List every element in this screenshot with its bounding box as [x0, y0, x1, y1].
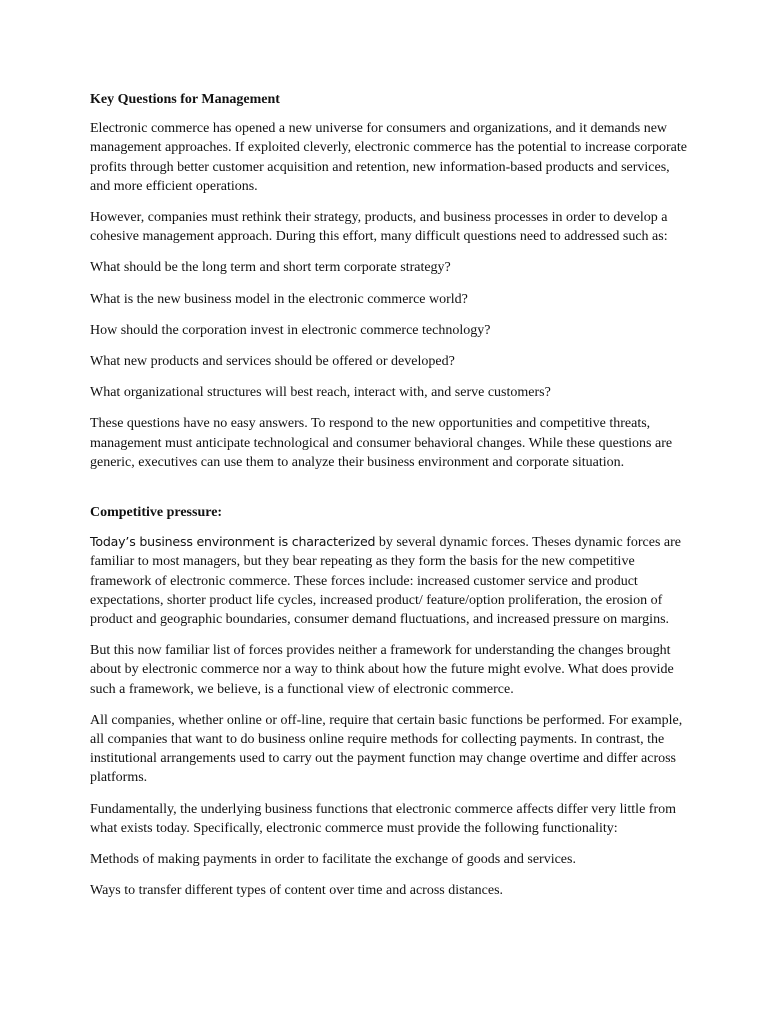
- paragraph: However, companies must rethink their strategy, products, and business processes in order to develop a cohesive management approach. During this effort, many difficult questions need to addressed such as:: [90, 210, 668, 245]
- question-item: What is the new business model in the electronic commerce world?: [90, 291, 468, 307]
- paragraph: These questions have no easy answers. To respond to the new opportunities and competitive threats, management must anticipate technological and consumer behavioral changes. While these questions are generic, executives can use them to analyze their business environment and corporate situation.: [90, 416, 673, 470]
- question-item: What organizational structures will best reach, interact with, and serve customers?: [90, 385, 551, 401]
- paragraph: All companies, whether online or off-line, require that certain basic functions be performed. For example, all companies that want to do business online require methods for collecting payments. In contrast, the institutional arrangements used to carry out the payment function may change overtime and differ across platforms.: [90, 712, 683, 786]
- paragraph-text: by several dynamic forces. Theses dynamic forces are familiar to most managers, but they bear repeating as they form the basis for the new competitive framework of electronic commerce. These forces include: increased customer service and product expectations, shorter product life cycles, increased product/ feature/option proliferation, the erosion of product and geographic boundaries, consumer demand fluctuations, and increased pressure on margins.: [90, 535, 681, 628]
- paragraph: But this now familiar list of forces provides neither a framework for understanding the changes brought about by electronic commerce nor a way to think about how the future might evolve. What does provide such a framework, we believe, is a functional view of electronic commerce.: [90, 643, 674, 697]
- section-heading-competitive-pressure: Competitive pressure:: [90, 505, 223, 521]
- paragraph: [90, 532, 690, 629]
- paragraph: Electronic commerce has opened a new universe for consumers and organizations, and it demands new management approaches. If exploited cleverly, electronic commerce has the potential to increase corporate profits through better customer acquisition and retention, new information-based products and services, and more efficient operations.: [90, 121, 687, 194]
- paragraph: Methods of making payments in order to facilitate the exchange of goods and services.: [90, 852, 576, 868]
- question-item: What should be the long term and short term corporate strategy?: [90, 260, 451, 276]
- section-heading-key-questions: Key Questions for Management: [90, 92, 280, 107]
- question-item: How should the corporation invest in electronic commerce technology?: [90, 322, 491, 338]
- paragraph-lead-text: Today’s business environment is characterized: [90, 534, 376, 550]
- document-body: [90, 90, 690, 913]
- question-item: What new products and services should be offered or developed?: [90, 354, 455, 370]
- paragraph: Fundamentally, the underlying business functions that electronic commerce affects differ very little from what exists today. Specifically, electronic commerce must provide the following functionality:: [90, 801, 677, 836]
- paragraph: Ways to transfer different types of content over time and across distances.: [90, 883, 504, 899]
